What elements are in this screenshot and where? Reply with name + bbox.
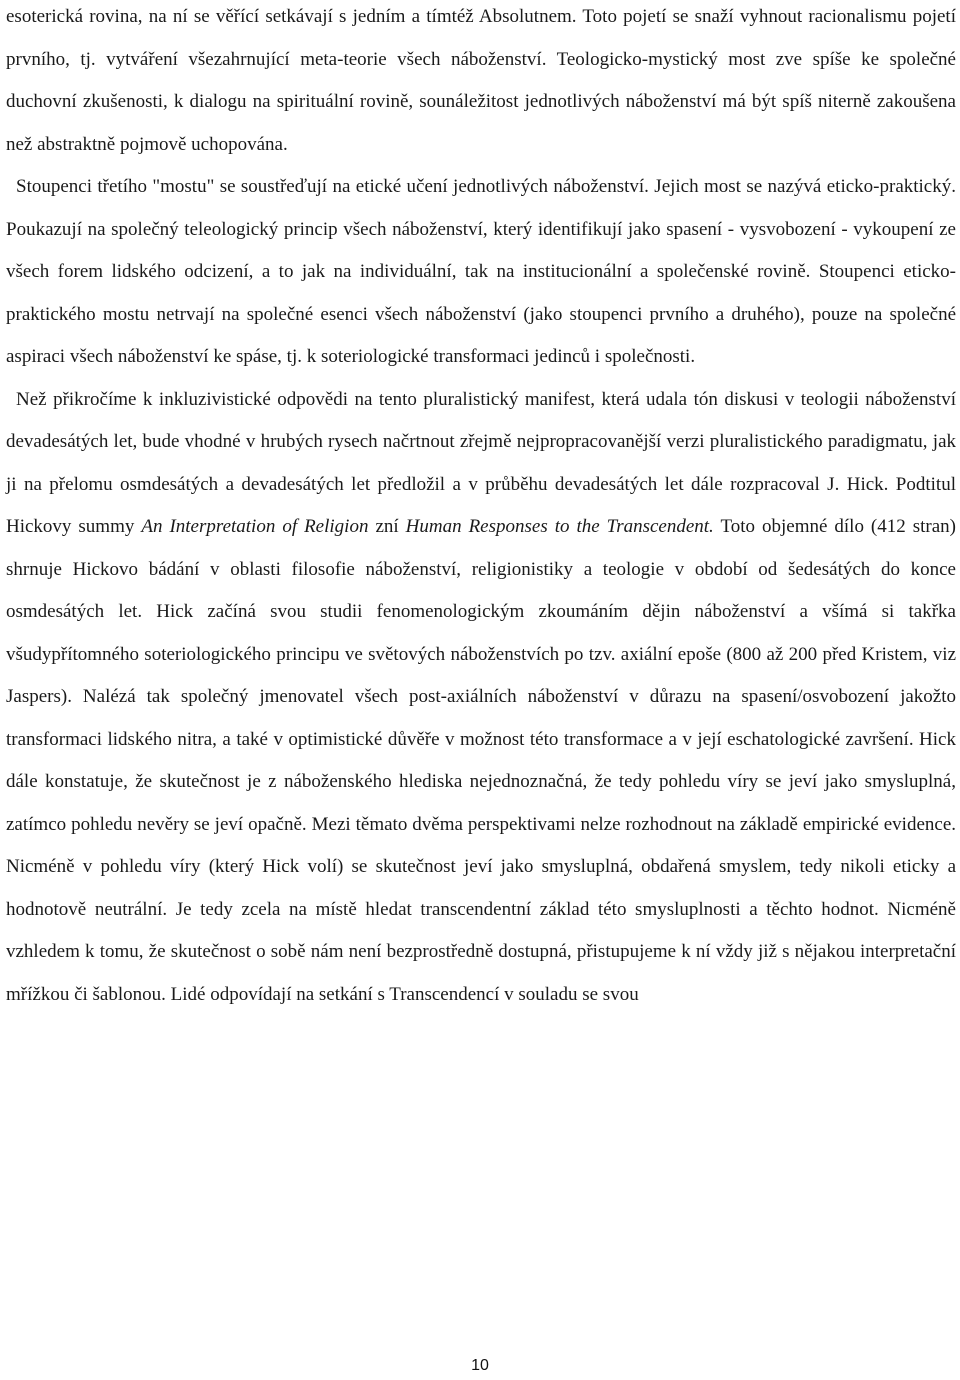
book-subtitle: Human Responses to the Transcendent. [405, 516, 714, 537]
page-number: 10 [471, 1357, 489, 1374]
paragraph-3-text-b: zní [368, 516, 406, 537]
paragraph-3 [6, 379, 956, 1017]
paragraph-3-text-a: Než přikročíme k inkluzivistické odpovědi na tento pluralistický manifest, která udala tón diskusi v teologii náboženství devadesátých let, bude vhodné v hrubých rysech načrtnout zřejmě nejpropracovanější verzi pluralistického paradigmatu, jak ji na přelomu osmdesátých a devadesátých let předložil a v průběhu devadesátých let dále rozpracoval J. Hick. Podtitul Hickovy summy [6, 388, 956, 537]
paragraph-3-text-c: Toto objemné dílo (412 stran) shrnuje Hickovo bádání v oblasti filosofie náboženství, religionistiky a teologie v období od šedesátých do konce osmdesátých let. Hick začíná svou studii fenomenologickým zkoumáním dějin náboženství a všímá si takřka všudypřítomného soteriologického principu ve světových náboženstvích po tzv. axiální epoše (800 až 200 před Kristem, viz Jaspers). Nalézá tak společný jmenovatel všech post-axiálních náboženství v důrazu na spasení/osvobození jakožto transformaci lidského nitra, a také v optimistické důvěře v možnost této transformace a v její eschatologické završení. Hick dále konstatuje, že skutečnost je z náboženského hlediska nejednoznačná, že tedy pohledu víry se jeví jako smysluplná, zatímco pohledu nevěry se jeví opačně. Mezi těmato dvěma perspektivami nelze rozhodnout na základě empirické evidence. Nicméně v pohledu víry (který Hick volí) se skutečnost jeví jako smysluplná, obdařená smyslem, tedy nikoli eticky a hodnotově neutrální. Je tedy zcela na místě hledat transcendentní základ této smysluplnosti a těchto hodnot. Nicméně vzhledem k tomu, že skutečnost o sobě nám není bezprostředně dostupná, přistupujeme k ní vždy již s nějakou interpretační mřížkou či šablonou. Lidé odpovídají na setkání s Transcendencí v souladu se svou [6, 516, 957, 1005]
paragraph-1: esoterická rovina, na ní se věřící setkávají s jedním a tímtéž Absolutnem. Toto pojetí se snaží vyhnout racionalismu pojetí prvního, tj. vytváření všezahrnující meta-teorie všech náboženství. Teologicko-mystický most zve spíše ke společné duchovní zkušenosti, k dialogu na spirituální rovině, sounáležitost jednotlivých náboženství má být spíš niterně zakoušena než abstraktně pojmově uchopována. [6, 6, 956, 155]
document-page [6, 0, 956, 1016]
book-title: An Interpretation of Religion [141, 516, 369, 537]
paragraph-2: Stoupenci třetího "mostu" se soustřeďují na etické učení jednotlivých náboženství. Jejich most se nazývá eticko-praktický. Poukazují na společný teleologický princip všech náboženství, který identifikují jako spasení - vysvobození - vykoupení ze všech forem lidského odcizení, a to jak na individuální, tak na institucionální a společenské rovině. Stoupenci eticko-praktického mostu netrvají na společné esenci všech náboženství (jako stoupenci prvního a druhého), pouze na společné aspiraci všech náboženství ke spáse, tj. k soteriologické transformaci jedinců i společnosti. [6, 176, 956, 367]
